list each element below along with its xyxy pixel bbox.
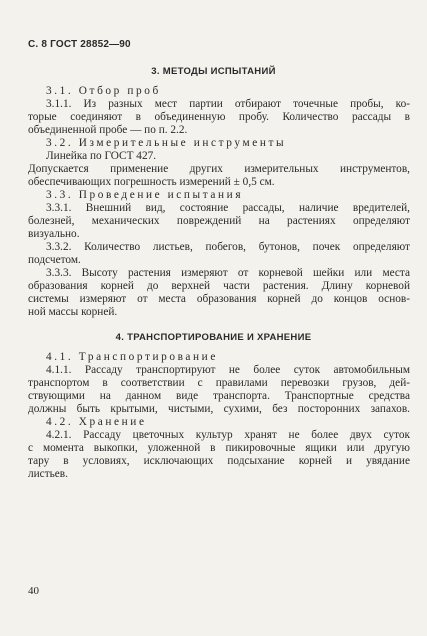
subsection-4-2-heading: 4.2. Хранение <box>46 416 147 428</box>
paragraph-line: объединенной пробе — по п. 2.2. <box>28 124 188 136</box>
subsection-4-1-heading: 4.1. Транспортирование <box>46 351 218 363</box>
paragraph-line: 4.1.1. Рассаду транспортируют не более суток автомобильным <box>46 364 410 376</box>
paragraph-line: Линейка по ГОСТ 427. <box>46 150 157 162</box>
paragraph-line: ной массы корней. <box>28 306 118 318</box>
paragraph-line: с момента выкопки, уложенной в пикировочные ящики или другую <box>28 442 410 454</box>
paragraph-line: 3.3.2. Количество листьев, побегов, бутонов, почек определяют <box>46 241 410 253</box>
paragraph-line: болезней, механических повреждений на растениях определяют <box>28 215 410 227</box>
paragraph-line: подсчетом. <box>28 254 81 266</box>
paragraph-line: транспортом в соответствии с правилами перевозки грузов, дей- <box>28 377 410 389</box>
paragraph-line: визуально. <box>28 228 80 240</box>
paragraph-line: 3.3.3. Высоту растения измеряют от корневой шейки или места <box>46 267 410 279</box>
subsection-3-1-heading: 3.1. Отбор проб <box>46 85 161 97</box>
paragraph-line: должны быть крытыми, чистыми, сухими, без посторонних запахов. <box>28 403 410 415</box>
paragraph-line: листьев. <box>28 468 68 480</box>
paragraph-line: образования корней до верхней части растения. Длину корневой <box>28 280 410 292</box>
paragraph-line: 4.2.1. Рассаду цветочных культур хранят не более двух суток <box>46 429 410 441</box>
paragraph-line: Допускается применение других измерительных инструментов, <box>28 163 410 175</box>
paragraph-line: 3.3.1. Внешний вид, состояние рассады, наличие вредителей, <box>46 202 410 214</box>
page-header: С. 8 ГОСТ 28852—90 <box>28 39 131 50</box>
paragraph-line: 3.1.1. Из разных мест партии отбирают точечные пробы, ко- <box>46 98 410 110</box>
subsection-3-2-heading: 3.2. Измерительные инструменты <box>46 137 287 149</box>
subsection-3-3-heading: 3.3. Проведение испытания <box>46 189 244 201</box>
page-number: 40 <box>28 585 39 597</box>
paragraph-line: системы измеряют от места образования корней до концов основ- <box>28 293 410 305</box>
paragraph-line: тару в условиях, исключающих подсыхание корней и увядание <box>28 455 410 467</box>
section-4-title: 4. ТРАНСПОРТИРОВАНИЕ И ХРАНЕНИЕ <box>115 332 312 343</box>
paragraph-line: ствующими на данном виде транспорта. Транспортные средства <box>28 390 410 402</box>
section-3-title: 3. МЕТОДЫ ИСПЫТАНИЙ <box>151 66 276 77</box>
paragraph-line: обеспечивающих погрешность измерений ± 0,5 см. <box>28 176 275 188</box>
paragraph-line: торые соединяют в объединенную пробу. Количество рассады в <box>28 111 410 123</box>
